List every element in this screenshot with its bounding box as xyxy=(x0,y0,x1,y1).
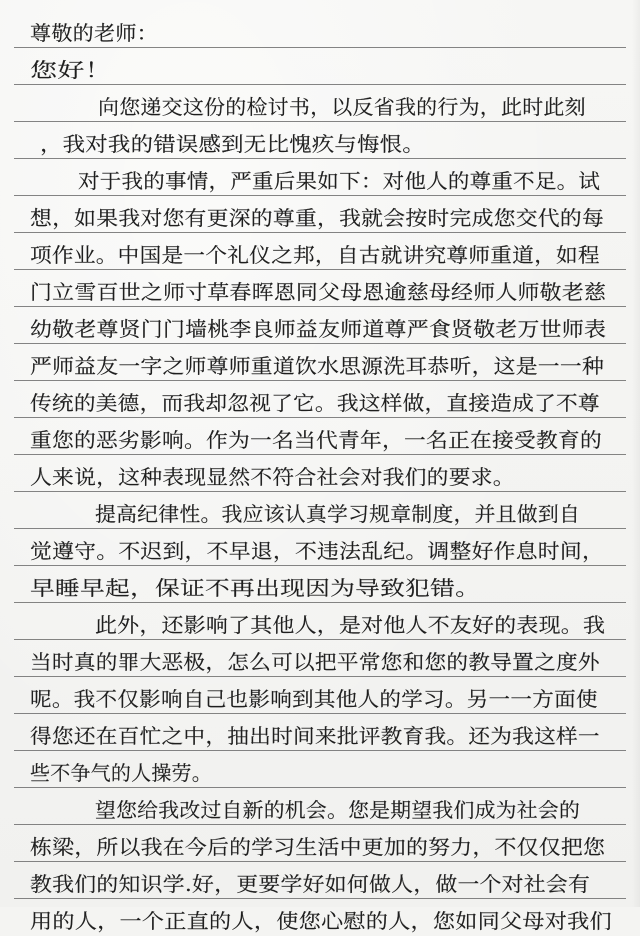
letter-line-text: 栋梁，所以我在今后的学习生活中更加的努力，不仅仅把您 xyxy=(30,835,606,859)
letter-line xyxy=(0,92,640,122)
letter-line xyxy=(0,240,640,270)
letter-line-text: 想，如果我对您有更深的尊重，我就会按时完成您交代的每 xyxy=(30,206,605,230)
letter-line-text: 对于我的事情，严重后果如下：对他人的尊重不足。试 xyxy=(78,169,601,193)
letter-line-text: 幼敬老尊贤门门墙桃李良师益友师道尊严食贤敬老万世师表 xyxy=(30,317,607,341)
letter-line xyxy=(0,351,640,381)
page-edge-shadow xyxy=(632,0,640,907)
letter-line-text: 觉遵守。不迟到，不早退，不违法乱纪。调整好作息时间， xyxy=(30,539,605,563)
letter-line-text: 人来说，这种表现显然不符合社会对我们的要求。 xyxy=(30,465,515,489)
letter-line xyxy=(0,18,640,48)
letter-line xyxy=(0,795,640,825)
letter-line xyxy=(0,499,640,529)
letter-line xyxy=(0,758,640,788)
letter-line-text: 当时真的罪大恶极，怎么可以把平常您和您的教导置之度外 xyxy=(30,650,600,674)
letter-line-text: 提高纪律性。我应该认真学习规章制度，并且做到自 xyxy=(95,502,581,526)
letter-line xyxy=(0,129,640,159)
letter-line-text: 得您还在百忙之中，抽出时间来批评教育我。还为我这样一 xyxy=(30,724,600,748)
letter-line-text: 早睡早起，保证不再出现因为导致犯错。 xyxy=(30,576,481,600)
letter-line xyxy=(0,203,640,233)
letter-line-text: 项作业。中国是一个礼仪之邦，自古就讲究尊师重道，如程 xyxy=(30,243,600,267)
letter-line xyxy=(0,462,640,492)
letter-line xyxy=(0,721,640,751)
letter-line-text: 些不争气的人操劳。 xyxy=(30,761,212,785)
letter-line xyxy=(0,906,640,936)
letter-line xyxy=(0,277,640,307)
letter-line-text: ，我对我的错误感到无比愧疚与悔恨。 xyxy=(40,132,425,156)
letter-line-text: 教我们的知识学.好，更要学好如何做人，做一个对社会有 xyxy=(30,872,591,896)
letter-line xyxy=(0,536,640,566)
letter-line xyxy=(0,832,640,862)
letter-line xyxy=(0,388,640,418)
letter-line-text: 向您递交这份的检讨书，以反省我的行为，此时此刻 xyxy=(98,95,586,119)
letter-line xyxy=(0,166,640,196)
letter-line-text: 重您的恶劣影响。作为一名当代青年，一名正在接受教育的 xyxy=(30,428,602,452)
letter-line-text: 尊敬的老师： xyxy=(30,21,158,45)
letter-line-text: 传统的美德，而我却忽视了它。我这样做，直接造成了不尊 xyxy=(30,391,600,415)
letter-line xyxy=(0,425,640,455)
letter-line xyxy=(0,55,640,85)
letter-line-text: 呢。我不仅影响自己也影响到其他人的学习。另一一方面使 xyxy=(30,687,598,711)
letter-line xyxy=(0,314,640,344)
letter-line-text: 望您给我改过自新的机会。您是期望我们成为社会的 xyxy=(95,798,581,822)
letter-line xyxy=(0,610,640,640)
letter-line xyxy=(0,647,640,677)
letter-line-text: 此外，还影响了其他人，是对他人不友好的表现。我 xyxy=(95,613,606,637)
letter-line-text: 用的人，一个正直的人，使您心慰的人，您如同父母对我们 xyxy=(30,909,612,933)
letter-line xyxy=(0,869,640,899)
letter-line xyxy=(0,684,640,714)
letter-line xyxy=(0,573,640,603)
letter-line-text: 门立雪百世之师寸草春晖恩同父母恩逾慈母经师人师敬老慈 xyxy=(30,280,607,304)
letter-line-text: 严师益友一字之师尊师重道饮水思源洗耳恭听，这是一一种 xyxy=(30,354,605,378)
letter-line-text: 您好！ xyxy=(30,58,113,82)
